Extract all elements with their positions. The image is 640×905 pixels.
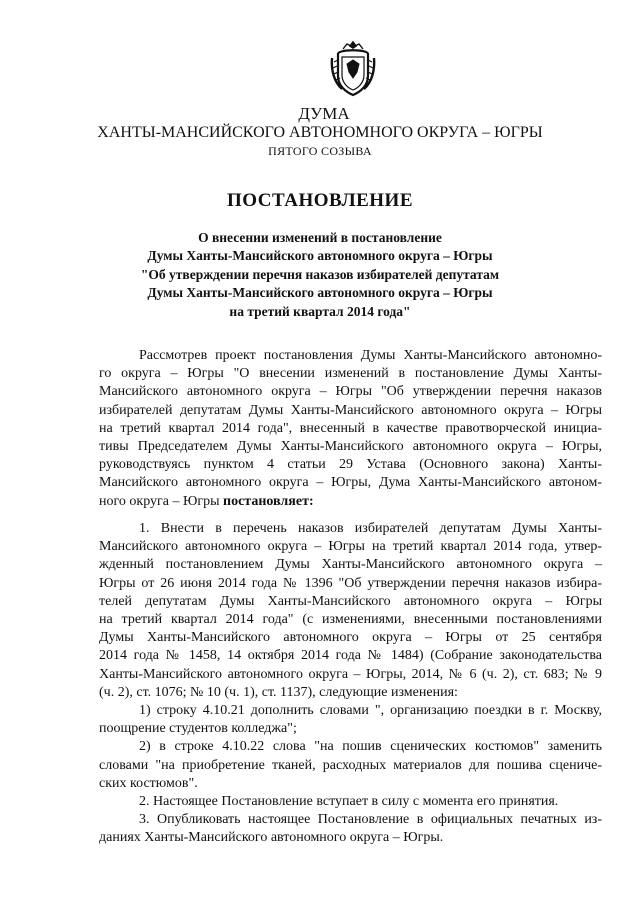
- text-line: Думы Ханты-Мансийского автономного округа – Югры от 25 сентября: [99, 630, 602, 646]
- preamble-ending-text: ного округа – Югры: [99, 493, 223, 509]
- text-line: 2014 года № 1458, 14 октября 2014 года № 1484) (Собрание законодательства: [99, 648, 602, 664]
- text-line: ских костюмов".: [99, 775, 198, 791]
- coat-of-arms-emblem: [328, 38, 378, 98]
- text-line: 3. Опубликовать настоящее Постановление в официальных печатных из-: [139, 812, 602, 828]
- text-line: 1) строку 4.10.21 дополнить словами ", организацию поездки в г. Москву,: [139, 703, 602, 719]
- text-line: 2. Настоящее Постановление вступает в силу с момента его принятия.: [139, 794, 559, 810]
- resolves-keyword: постановляет:: [223, 493, 314, 509]
- title-line: О внесении изменений в постановление: [198, 230, 442, 245]
- text-line: Ханты-Мансийского автономного округа – Югры, 2014, № 6 (ч. 2), ст. 683; № 9: [99, 666, 602, 682]
- title-line: на третий квартал 2014 года": [229, 303, 411, 319]
- text-line: Мансийского автономного округа – Югры, Дума Ханты-Мансийского автоном-: [99, 475, 602, 491]
- text-line: Мансийского автономного округа – Югры на третий квартал 2014 года, утвер-: [99, 539, 602, 555]
- document-title: [0, 229, 640, 321]
- text-line: словами "на приобретение тканей, расходных материалов для пошива сцениче-: [99, 757, 602, 773]
- text-line: руководствуясь пунктом 4 статьи 29 Устава (Основного закона) Ханты-: [99, 457, 602, 473]
- text-line: го округа – Югры "О внесении изменений в постановление Думы Ханты-: [99, 366, 602, 382]
- text-line: на третий квартал 2014 года" (с изменениями, внесенными постановлениями: [99, 612, 602, 628]
- convocation-heading: ПЯТОГО СОЗЫВА: [268, 144, 372, 158]
- text-line: 2) в строке 4.10.22 слова "на пошив сценических костюмов" заменить: [139, 739, 602, 755]
- okrug-heading: ХАНТЫ-МАНСИЙСКОГО АВТОНОМНОГО ОКРУГА – ЮГРЫ: [97, 124, 543, 141]
- resolution-items: [99, 520, 602, 848]
- duma-heading: ДУМА: [298, 104, 350, 123]
- text-line-final: [99, 493, 602, 511]
- text-line: 1. Внести в перечень наказов избирателей депутатам Думы Ханты-: [139, 521, 602, 536]
- text-line: даниях Ханты-Мансийского автономного округа – Югры.: [99, 830, 444, 846]
- text-line: Югры от 26 июня 2014 года № 1396 "Об утверждении перечня наказов избира-: [99, 575, 602, 591]
- title-line: "Об утверждении перечня наказов избирателей депутатам: [140, 266, 500, 282]
- text-line: избирателей депутатам Думы Ханты-Мансийского автономного округа – Югры: [99, 402, 602, 418]
- text-line: телей депутатам Думы Ханты-Мансийского автономного округа – Югры: [99, 593, 602, 609]
- text-line: (ч. 2), ст. 1076; № 10 (ч. 1), ст. 1137), следующие изменения:: [99, 684, 458, 700]
- title-line: Думы Ханты-Мансийского автономного округа – Югры: [147, 285, 493, 301]
- document-type-heading: ПОСТАНОВЛЕНИЕ: [226, 190, 414, 211]
- title-line: Думы Ханты-Мансийского автономного округа – Югры: [147, 248, 493, 264]
- text-line: поощрение студентов колледжа";: [99, 721, 297, 737]
- text-line: на третий квартал 2014 года", внесенный в качестве правотворческой инициа-: [99, 420, 602, 436]
- preamble-paragraph: [99, 347, 602, 511]
- text-line: жденный постановлением Думы Ханты-Мансийского автономного округа –: [99, 557, 602, 573]
- text-line: тивы Председателем Думы Ханты-Мансийского автономного округа – Югры,: [99, 439, 602, 455]
- text-line: Рассмотрев проект постановления Думы Ханты-Мансийского автономно-: [139, 348, 602, 363]
- text-line: Мансийского автономного округа – Югры "Об утверждении перечня наказов: [99, 384, 602, 400]
